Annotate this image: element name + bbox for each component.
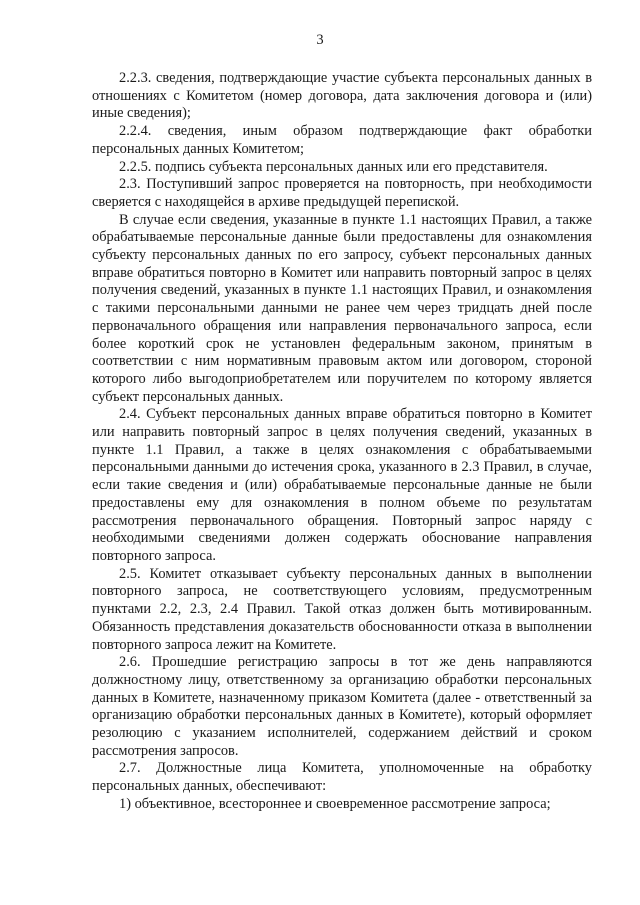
paragraph-2-5: 2.5. Комитет отказывает субъекту персональных данных в выполнении повторного запроса, не соответствующего условиям, предусмотренным пунктами 2.2, 2.3, 2.4 Правил. Такой отказ должен быть мотивированным. Обязанность представления доказательств обоснованности отказа в выполнении повторного запроса лежит на Комитете. <box>92 565 592 653</box>
document-body <box>92 70 592 814</box>
paragraph-2-2-4: 2.2.4. сведения, иным образом подтверждающие факт обработки персональных данных Комитетом; <box>92 123 592 157</box>
paragraph-2-6: 2.6. Прошедшие регистрацию запросы в тот же день направляются должностному лицу, ответственному за организацию обработки персональных данных в Комитете, назначенному приказом Комитета (далее - ответственный за организацию обработки персональных данных в Комитете), который оформляет резолюцию с указанием исполнителей, содержанием действий и сроком рассмотрения запросов. <box>92 654 592 759</box>
paragraph-2-2-5: 2.2.5. подпись субъекта персональных данных или его представителя. <box>119 158 548 175</box>
paragraph-2-3: 2.3. Поступивший запрос проверяется на повторность, при необходимости сверяется с находящейся в архиве предыдущей перепиской. <box>92 176 592 210</box>
paragraph-2-2-3: 2.2.3. сведения, подтверждающие участие субъекта персональных данных в отношениях с Комитетом (номер договора, дата заключения договора и (или) иные сведения); <box>92 70 592 122</box>
paragraph-2-4: 2.4. Субъект персональных данных вправе обратиться повторно в Комитет или направить повторный запрос в целях получения сведений, указанных в пункте 1.1 Правил, а также в целях ознакомления с обрабатываемыми персональными данными до истечения срока, указанного в 2.3 Правил, в случае, если такие сведения и (или) обрабатываемые персональные данные не были предоставлены ему для ознакомления в полном объеме по результатам рассмотрения первоначального обращения. Повторный запрос наряду с необходимыми сведениями должен содержать обоснование направления повторного запроса. <box>92 406 592 564</box>
paragraph-2-3-repeat-request: В случае если сведения, указанные в пункте 1.1 настоящих Правил, а также обрабатываемые персональные данные были предоставлены для ознакомления субъекту персональных данных по его запросу, субъект персональных данных вправе обратиться повторно в Комитет или направить повторный запрос в целях получения сведений, указанных в пункте 1.1 настоящих Правил, и ознакомления с такими персональными данными не ранее чем через тридцать дней после первоначального обращения или направления первоначального запроса, если более короткий срок не установлен федеральным законом, принятым в соответствии с ним нормативным правовым актом или договором, стороной которого либо выгодоприобретателем или поручителем по которому является субъект персональных данных. <box>92 211 592 405</box>
page-number: 3 <box>316 32 324 48</box>
paragraph-2-7: 2.7. Должностные лица Комитета, уполномоченные на обработку персональных данных, обеспечивают: <box>92 760 592 795</box>
list-item-1: 1) объективное, всестороннее и своевременное рассмотрение запроса; <box>119 795 551 812</box>
